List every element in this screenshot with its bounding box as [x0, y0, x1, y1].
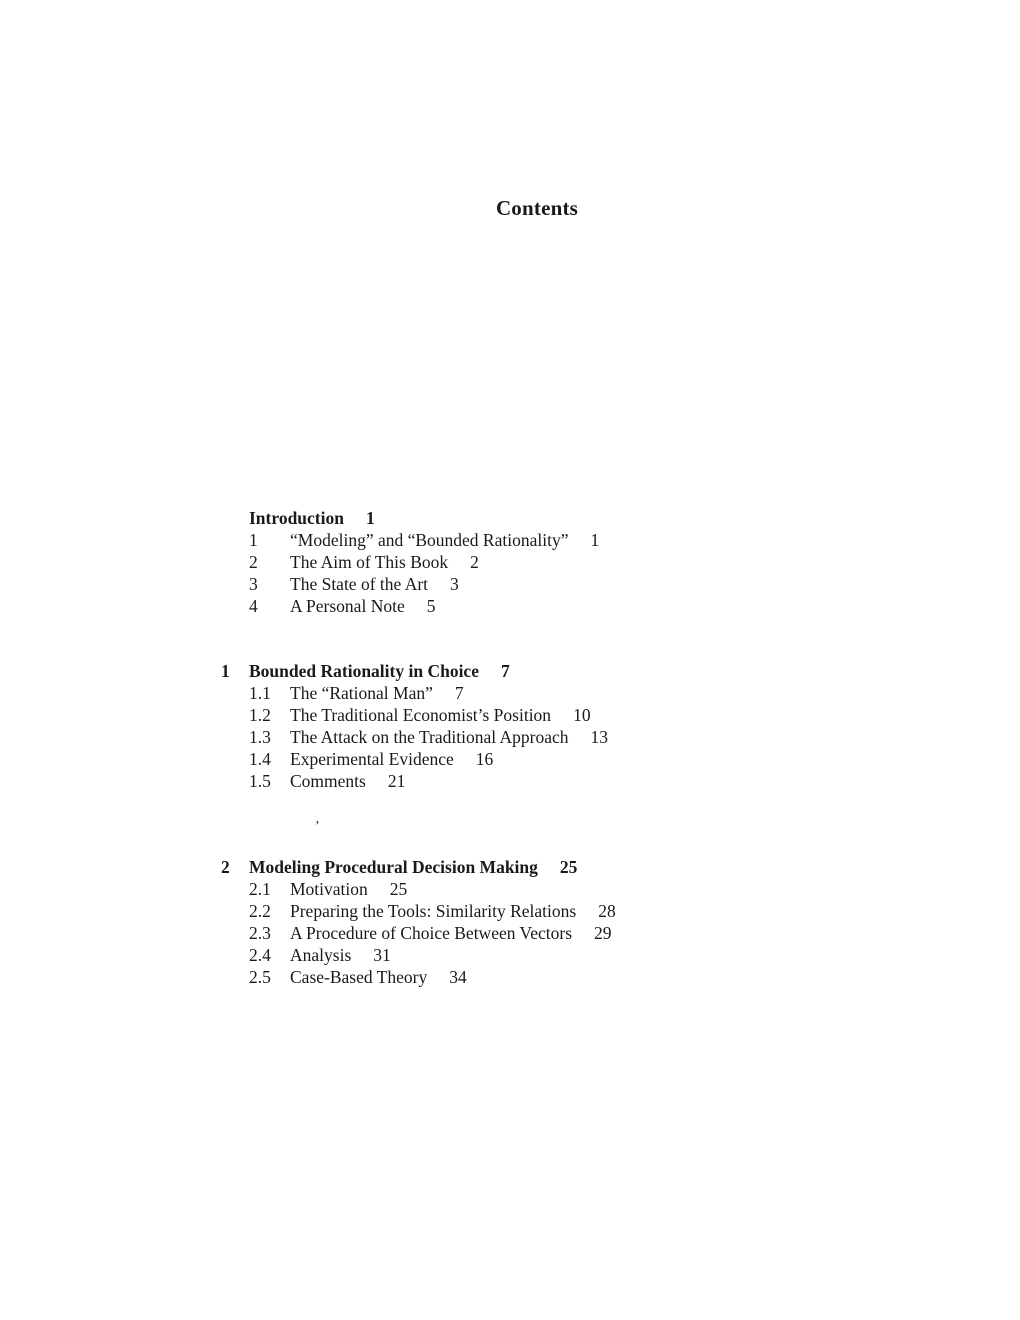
toc-entry[interactable] [0, 595, 1020, 617]
entry-number: 2.5 [249, 967, 271, 987]
entry-title: Motivation [290, 879, 368, 899]
entry-page-number: 3 [450, 574, 459, 594]
entry-title: Analysis [290, 945, 352, 965]
entry-page-number: 21 [387, 771, 406, 791]
entry-title: Experimental Evidence [290, 749, 454, 769]
entry-number: 1.5 [249, 771, 271, 791]
entry-page-number: 13 [590, 727, 608, 747]
entry-page-number: 7 [454, 683, 464, 703]
entry-title: The State of the Art [290, 574, 429, 594]
heading-title: Introduction [249, 508, 344, 528]
toc-entry[interactable] [0, 573, 1020, 595]
toc-entry[interactable] [0, 922, 1020, 944]
entry-number: 2.2 [249, 901, 271, 921]
toc-entry[interactable] [0, 682, 1020, 704]
heading-page-number: 25 [559, 857, 578, 877]
entry-title: The “Rational Man” [290, 683, 433, 703]
toc-entry[interactable] [0, 944, 1020, 966]
toc-section-introduction [0, 507, 1020, 617]
toc-section-chapter-1 [0, 660, 1020, 792]
heading-title: Modeling Procedural Decision Making [249, 857, 538, 877]
entry-number: 1.2 [249, 705, 271, 725]
toc-entry[interactable] [0, 748, 1020, 770]
entry-title: The Traditional Economist’s Position [290, 705, 552, 725]
toc-heading[interactable] [0, 507, 1020, 529]
entry-number: 1.3 [249, 727, 271, 747]
heading-title: Bounded Rationality in Choice [249, 661, 479, 681]
entry-number: 1.1 [249, 683, 271, 703]
entry-page-number: 2 [470, 552, 479, 572]
heading-page-number: 1 [365, 508, 375, 528]
entry-number: 1.4 [249, 749, 271, 769]
toc-entry[interactable] [0, 726, 1020, 748]
entry-page-number: 28 [598, 901, 616, 921]
entry-title: The Attack on the Traditional Approach [290, 727, 569, 747]
toc-entry[interactable] [0, 966, 1020, 988]
entry-page-number: 29 [594, 923, 612, 943]
toc-heading[interactable] [0, 660, 1020, 682]
entry-page-number: 34 [449, 967, 467, 987]
page-title: Contents [495, 196, 579, 220]
entry-number: 2.4 [249, 945, 271, 965]
entry-number: 1 [249, 530, 258, 550]
entry-title: Preparing the Tools: Similarity Relations [290, 901, 577, 921]
toc-section-chapter-2 [0, 856, 1020, 988]
entry-title: Case-Based Theory [290, 967, 428, 987]
entry-number: 2 [249, 552, 258, 572]
entry-page-number: 16 [475, 749, 494, 769]
entry-title: A Personal Note [290, 596, 405, 616]
entry-number: 4 [249, 596, 258, 616]
entry-page-number: 1 [590, 530, 600, 550]
entry-title: A Procedure of Choice Between Vectors [290, 923, 573, 943]
toc-heading[interactable] [0, 856, 1020, 878]
toc-entry[interactable] [0, 770, 1020, 792]
entry-page-number: 31 [373, 945, 391, 965]
entry-title: “Modeling” and “Bounded Rationality” [290, 530, 569, 550]
toc-entry[interactable] [0, 900, 1020, 922]
entry-title: Comments [290, 771, 366, 791]
heading-page-number: 7 [500, 661, 510, 681]
entry-number: 2.1 [249, 879, 271, 899]
toc-entry[interactable] [0, 878, 1020, 900]
entry-page-number: 5 [426, 596, 436, 616]
chapter-number: 1 [221, 661, 230, 681]
stray-mark: ’ [315, 819, 320, 834]
toc-entry[interactable] [0, 529, 1020, 551]
entry-number: 3 [249, 574, 258, 594]
entry-title: The Aim of This Book [290, 552, 449, 572]
toc-entry[interactable] [0, 551, 1020, 573]
toc-entry[interactable] [0, 704, 1020, 726]
entry-page-number: 10 [573, 705, 591, 725]
entry-page-number: 25 [389, 879, 408, 899]
chapter-number: 2 [221, 857, 230, 877]
entry-number: 2.3 [249, 923, 271, 943]
